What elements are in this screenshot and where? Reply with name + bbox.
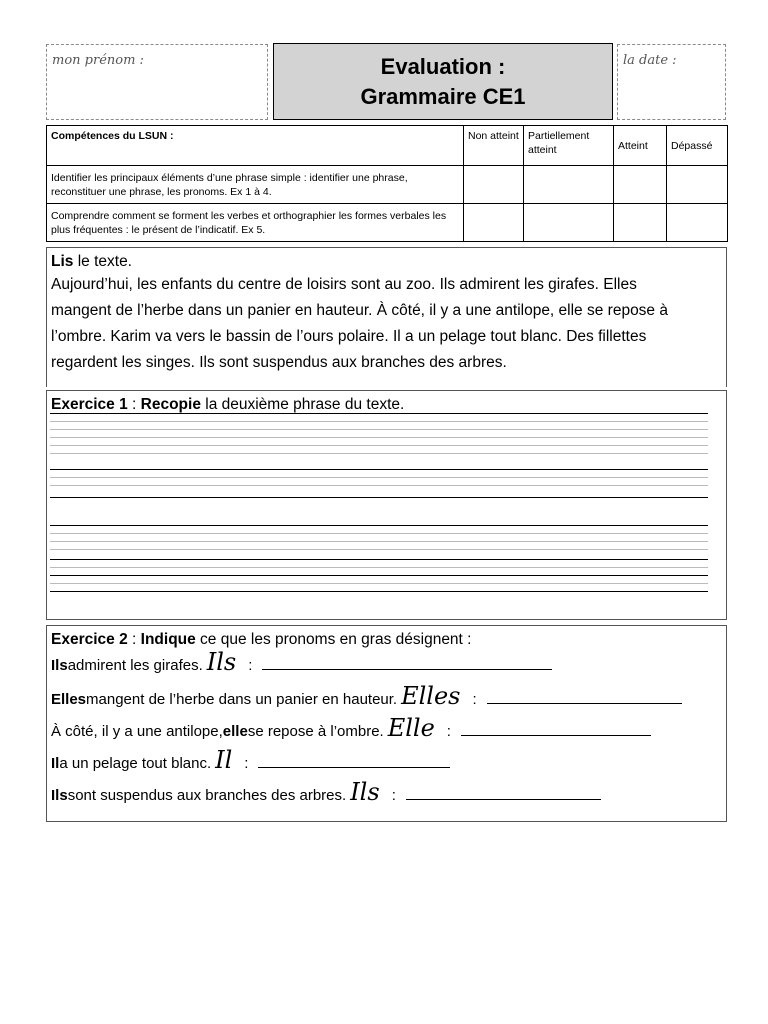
table-header-row bbox=[47, 126, 728, 166]
text-line: l’ombre. Karim va vers le bassin de l’ours polaire. Il a un pelage tout blanc. Des fillettes bbox=[51, 328, 647, 345]
competences-heading: Compétences du LSUN : bbox=[47, 126, 464, 166]
exercise-2-instruction: Exercice 2 : Indique ce que les pronoms en gras désignent : bbox=[51, 631, 472, 648]
pronoun-item: Ils sont suspendus aux branches des arbres. Ils : bbox=[51, 780, 601, 804]
name-label: mon prénom : bbox=[52, 53, 144, 68]
table-row bbox=[47, 166, 728, 204]
checkbox-cell[interactable] bbox=[524, 166, 614, 204]
pronoun-item: Elles mangent de l’herbe dans un panier en hauteur. Elles : bbox=[51, 684, 682, 708]
reading-label: Lis le texte. bbox=[51, 253, 132, 270]
writing-lines[interactable] bbox=[50, 413, 708, 593]
title-line-2: Grammaire CE1 bbox=[360, 84, 526, 109]
competence-1: Identifier les principaux éléments d’une phrase simple : identifier une phrase, reconstituer une phrase, les pronoms. Ex 1 à 4. bbox=[47, 166, 464, 204]
title-line-1: Evaluation : bbox=[380, 54, 506, 79]
checkbox-cell[interactable] bbox=[524, 204, 614, 242]
answer-line[interactable] bbox=[487, 702, 682, 704]
pronoun-item: Il a un pelage tout blanc. Il : bbox=[51, 748, 450, 772]
competences-table bbox=[46, 125, 728, 242]
col-non-atteint: Non atteint bbox=[464, 126, 524, 166]
checkbox-cell[interactable] bbox=[464, 204, 524, 242]
pronoun-item: À côté, il y a une antilope, elle se repose à l’ombre. Elle : bbox=[51, 716, 651, 740]
pronoun-item: Ils admirent les girafes. Ils : bbox=[51, 650, 552, 674]
checkbox-cell[interactable] bbox=[464, 166, 524, 204]
text-line: Aujourd’hui, les enfants du centre de loisirs sont au zoo. Ils admirent les girafes. Elles bbox=[51, 276, 637, 293]
reading-box bbox=[46, 247, 727, 387]
col-depasse: Dépassé bbox=[667, 126, 728, 166]
exercise-1-instruction: Exercice 1 : Recopie la deuxième phrase du texte. bbox=[51, 396, 405, 413]
text-line: mangent de l’herbe dans un panier en hauteur. À côté, il y a une antilope, elle se repose à bbox=[51, 302, 668, 319]
date-label: la date : bbox=[623, 53, 677, 68]
checkbox-cell[interactable] bbox=[614, 166, 667, 204]
name-box[interactable] bbox=[46, 44, 268, 120]
exercise-1-box bbox=[46, 390, 727, 620]
text-line: regardent les singes. Ils sont suspendus aux branches des arbres. bbox=[51, 354, 507, 371]
checkbox-cell[interactable] bbox=[614, 204, 667, 242]
page-title bbox=[273, 43, 613, 120]
date-box[interactable] bbox=[617, 44, 726, 120]
answer-line[interactable] bbox=[406, 798, 601, 800]
col-partiellement-atteint: Partiellement atteint bbox=[524, 126, 614, 166]
col-atteint: Atteint bbox=[614, 126, 667, 166]
reading-text bbox=[47, 272, 726, 376]
table-row bbox=[47, 204, 728, 242]
competence-2: Comprendre comment se forment les verbes et orthographier les formes verbales les plus fréquentes : le présent de l’indicatif. Ex 5. bbox=[47, 204, 464, 242]
answer-line[interactable] bbox=[262, 668, 552, 670]
checkbox-cell[interactable] bbox=[667, 204, 728, 242]
checkbox-cell[interactable] bbox=[667, 166, 728, 204]
answer-line[interactable] bbox=[461, 734, 651, 736]
exercise-2-box bbox=[46, 625, 727, 822]
answer-line[interactable] bbox=[258, 766, 450, 768]
